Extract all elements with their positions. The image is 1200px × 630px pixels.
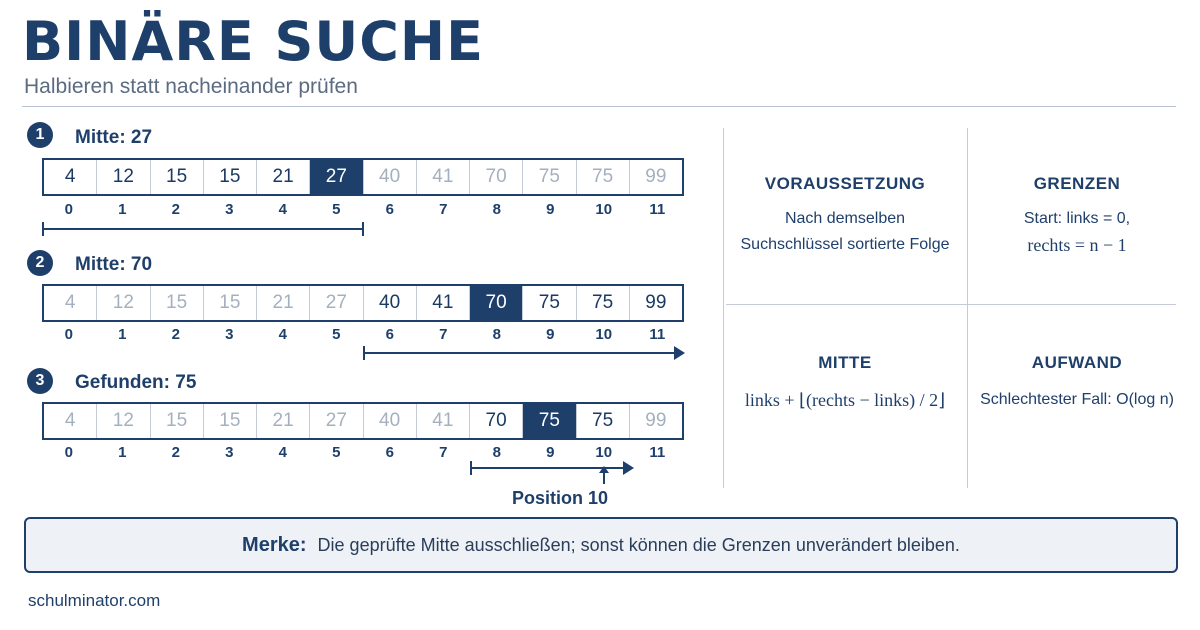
step-1-title: Mitte: 27 bbox=[75, 127, 153, 148]
array-cell: 15 bbox=[151, 404, 204, 438]
array-cell: 27 bbox=[310, 286, 363, 320]
array-cell: 70 bbox=[470, 404, 523, 438]
array-cell: 41 bbox=[417, 160, 470, 194]
step-1-badge: 1 bbox=[27, 122, 53, 148]
array-index: 9 bbox=[546, 201, 555, 218]
array-cell: 99 bbox=[645, 166, 667, 187]
array-cell: 15 bbox=[204, 160, 257, 194]
array-index: 4 bbox=[278, 326, 287, 343]
array-index: 7 bbox=[439, 326, 448, 343]
array-cell: 4 bbox=[44, 286, 97, 320]
grenzen-text bbox=[957, 206, 1197, 258]
array-cell: 12 bbox=[97, 404, 150, 438]
array-index: 10 bbox=[595, 444, 613, 461]
array-cell: 12 bbox=[97, 286, 150, 320]
array-cell: 15 bbox=[204, 404, 257, 438]
array-cell: 75 bbox=[577, 160, 630, 194]
array-index: 6 bbox=[385, 201, 394, 218]
step-2-array bbox=[42, 284, 684, 322]
position-label: Position 10 bbox=[511, 488, 609, 508]
merke-text: Die geprüfte Mitte ausschließen; sonst können die Grenzen unverändert bleiben. bbox=[317, 535, 960, 555]
array-cell: 75 bbox=[523, 160, 576, 194]
array-cell: 15 bbox=[151, 160, 204, 194]
array-index: 8 bbox=[492, 444, 501, 461]
array-cell: 4 bbox=[44, 404, 97, 438]
array-index: 9 bbox=[546, 326, 555, 343]
grenzen-line-1: Start: links = 0, bbox=[1023, 210, 1131, 227]
footer-site: schulminator.com bbox=[28, 591, 161, 610]
array-index: 6 bbox=[385, 444, 394, 461]
step-2-badge: 2 bbox=[27, 250, 53, 276]
step-3-badge: 3 bbox=[27, 368, 53, 394]
voraussetzung-heading: VORAUSSETZUNG bbox=[764, 174, 926, 193]
voraussetzung-line-2: Suchschlüssel sortierte Folge bbox=[740, 236, 950, 253]
array-cell: 75 bbox=[523, 404, 576, 438]
merke-box bbox=[24, 517, 1178, 573]
step-3-indices bbox=[42, 444, 684, 461]
array-cell: 99 bbox=[645, 292, 667, 313]
array-index: 5 bbox=[332, 201, 341, 218]
header-divider bbox=[22, 106, 1176, 107]
aufwand-heading: AUFWAND bbox=[1031, 353, 1123, 372]
step-3-title: Gefunden: 75 bbox=[75, 372, 197, 393]
array-index: 0 bbox=[64, 326, 73, 343]
array-index: 0 bbox=[64, 444, 73, 461]
aufwand-text: Schlechtester Fall: O(log n) bbox=[980, 391, 1174, 408]
array-index: 9 bbox=[546, 444, 555, 461]
array-index: 2 bbox=[171, 326, 180, 343]
step-2-range-arrow bbox=[363, 352, 683, 354]
array-cell: 40 bbox=[364, 404, 417, 438]
array-cell: 41 bbox=[417, 404, 470, 438]
array-index: 4 bbox=[278, 201, 287, 218]
array-index: 4 bbox=[278, 444, 287, 461]
info-divider-horizontal bbox=[726, 304, 1176, 305]
array-index: 3 bbox=[225, 326, 234, 343]
grenzen-line-2: rechts = n − 1 bbox=[1027, 235, 1127, 255]
array-cell: 75 bbox=[523, 286, 576, 320]
page-subtitle: Halbieren statt nacheinander prüfen bbox=[24, 75, 358, 98]
mitte-heading: MITTE bbox=[818, 353, 872, 372]
step-1-indices bbox=[42, 201, 684, 218]
array-index: 5 bbox=[332, 444, 341, 461]
array-cell: 70 bbox=[470, 286, 523, 320]
array-index: 8 bbox=[492, 201, 501, 218]
array-index: 1 bbox=[118, 444, 127, 461]
info-divider-left bbox=[723, 128, 724, 488]
array-index: 11 bbox=[649, 326, 666, 343]
array-cell: 27 bbox=[310, 404, 363, 438]
array-index: 7 bbox=[439, 444, 448, 461]
voraussetzung-text bbox=[725, 206, 965, 258]
array-index: 1 bbox=[118, 326, 127, 343]
array-cell: 75 bbox=[577, 404, 630, 438]
array-cell: 27 bbox=[310, 160, 363, 194]
page-title: BINÄRE SUCHE bbox=[22, 10, 484, 73]
step-1-array bbox=[42, 158, 684, 196]
array-index: 7 bbox=[439, 201, 448, 218]
array-index: 11 bbox=[649, 201, 666, 218]
step-1-range-bracket bbox=[42, 228, 364, 230]
array-cell: 15 bbox=[204, 286, 257, 320]
array-index: 8 bbox=[492, 326, 501, 343]
array-index: 11 bbox=[649, 444, 666, 461]
array-index: 10 bbox=[595, 326, 613, 343]
array-cell: 70 bbox=[470, 160, 523, 194]
array-cell: 75 bbox=[577, 286, 630, 320]
array-index: 0 bbox=[64, 201, 73, 218]
grenzen-heading: GRENZEN bbox=[1033, 174, 1121, 193]
array-cell: 40 bbox=[364, 286, 417, 320]
array-cell: 21 bbox=[257, 286, 310, 320]
array-index: 10 bbox=[595, 201, 613, 218]
array-cell: 40 bbox=[364, 160, 417, 194]
merke-keyword: Merke: bbox=[242, 534, 307, 556]
array-cell: 15 bbox=[151, 286, 204, 320]
array-cell: 4 bbox=[44, 160, 97, 194]
mitte-formula: links + ⌊(rechts − links) / 2⌋ bbox=[744, 390, 946, 410]
array-index: 6 bbox=[385, 326, 394, 343]
step-2-indices bbox=[42, 326, 684, 343]
array-index: 1 bbox=[118, 201, 127, 218]
array-index: 2 bbox=[171, 201, 180, 218]
step-2-title: Mitte: 70 bbox=[75, 254, 153, 275]
array-cell: 99 bbox=[645, 410, 667, 431]
voraussetzung-line-1: Nach demselben bbox=[784, 210, 906, 227]
position-up-arrow-icon bbox=[603, 470, 605, 484]
array-index: 5 bbox=[332, 326, 341, 343]
array-cell: 21 bbox=[257, 160, 310, 194]
array-cell: 21 bbox=[257, 404, 310, 438]
array-index: 3 bbox=[225, 201, 234, 218]
step-3-array bbox=[42, 402, 684, 440]
array-cell: 41 bbox=[417, 286, 470, 320]
array-index: 2 bbox=[171, 444, 180, 461]
array-cell: 12 bbox=[97, 160, 150, 194]
array-index: 3 bbox=[225, 444, 234, 461]
